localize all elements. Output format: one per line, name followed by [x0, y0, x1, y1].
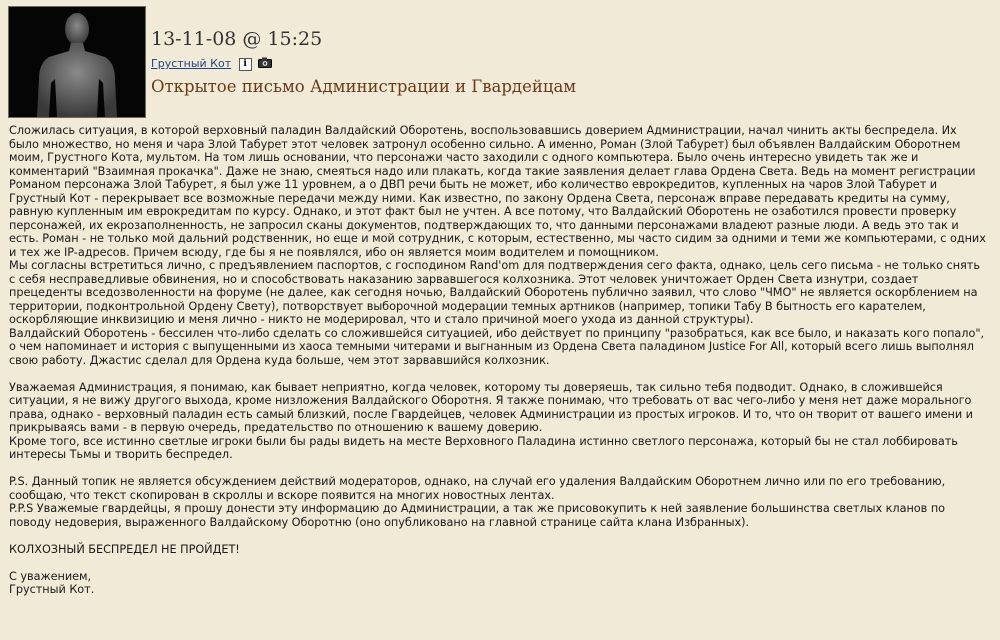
post-title: Открытое письмо Администрации и Гвардейцам: [151, 77, 577, 96]
paragraph: Кроме того, все истинно светлые игроки были бы рады видеть на месте Верховного Паладина истинно светлого персонажа, который бы не стал лоббировать интересы Тьмы и творить беспредел.: [9, 434, 958, 461]
paragraph: P.S. Данный топик не является обсуждением действий модераторов, однако, на случай его удаления Валдайским Оборотнем лично или по его требованию, сообщаю, что текст скопирован в скроллы и вскоре появится на многих новостных лентах.: [9, 475, 946, 502]
avatar[interactable]: [8, 6, 146, 118]
info-icon[interactable]: i: [239, 58, 252, 71]
post-header: [8, 6, 988, 118]
paragraph: P.P.S Уважемые гвардейцы, я прошу донести эту информацию до Администрации, а так же присовокупить к ней заявление большинства светлых кланов по поводу недоверия, выраженного Валдайскому Оборотню (оно опубликовано на главной странице сайта клана Избранных).: [9, 502, 946, 529]
paragraph-gap: [9, 462, 989, 476]
post-body: [9, 124, 989, 597]
signature-name: Грустный Кот.: [9, 583, 95, 596]
paragraph-gap: [9, 367, 989, 381]
paragraph: Валдайский Оборотень - бессилен что-либо сделать со сложившейся ситуацией, ибо действует по принципу "разобраться, как все было, и наказать кого попало", о чем напоминает и история с выпущенными из хаоса темными читерами и выгнанным из Ордена Света паладином Justice For All, который всего лишь выполнял свою работу. Джастис сделал для Ордена куда больше, чем этот зарвавшийся колхозник.: [9, 326, 985, 367]
author-row: [151, 57, 272, 73]
paragraph: Мы согласны встретиться лично, с предъявлением паспортов, с господином Rand'om для подтверждения сего факта, однако, цель сего письма - не только снять с себя несправедливые обвинения, но и способствовать наказанию зарвавшегося колхозника. Этот человек уничтожает Орден Света изнутри, создает прецеденты вседозволенности на форуме (не далее, как сегодня ночью, Валдайский Оборотень публично заявил, что слово "ЧМО" не является оскорблением на территории, подконтрольной Ордену Свету), потворствует выборочной модерации темных артников (например, топики Табу В бытность его карателем, оскорбляющие инквизицию и меня лично - никто не модерировал, что и стало причиной моего ухода из данной структуры).: [9, 259, 980, 326]
paragraph: Сложилась ситуация, в которой верховный паладин Валдайский Оборотень, воспользовавшись доверием Администрации, начал чинить акты беспредела. Их было множество, но меня и чара Злой Табурет этот человек затронул особенно сильно. А именно, Роман (Злой Табурет) был объявлен Валдайским Оборотнем моим, Грустного Кота, мультом. На том лишь основании, что персонажи часто заходили с одного компьютера. Было очень интересно увидеть так же и комментарий "Взаимная прокачка". Даже не знаю, смеяться надо или плакать, когда такие заявления делает глава Ордена Света. Ведь на момент регистрации Романом персонажа Злой Табурет, я был уже 11 уровнем, а о ДВП речи быть не может, ибо количество еврокредитов, купленных на чаров Злой Табурет и Грустный Кот - перекрывает все возможные передачи между ними. Как известно, по закону Ордена Света, персонаж вправе передавать кредиты на сумму, равную купленным им еврокредитам по курсу. Однако, и этот факт был не учтен. А все потому, что Валдайский Оборотень не озаботился провести проверку персонажей, их екрозаполненность, не запросил сканы документов, подтверждающих то, что данными персонажами владеют разные люди. А ведь это так и есть. Роман - не только мой дальний родственник, но еще и мой сотрудник, с которым, естественно, мы часто сидим за одними и теми же компьютерами, с одних и тех же IP-адресов. Причем всюду, где бы я не появлялся, ибо он является моим водителем и помощником.: [9, 124, 986, 259]
author-link[interactable]: Грустный Кот: [151, 57, 232, 70]
camera-icon[interactable]: [258, 57, 272, 71]
paragraph: Уважаемая Администрация, я понимаю, как бывает неприятно, когда человек, которому ты доверяешь, так сильно тебя подводит. Однако, в сложившейся ситуации, я не вижу другого выхода, кроме низложения Валдайского Оборотня. Я также понимаю, что требовать от вас чего-либо у меня нет даже морального права, однако - верховный паладин есть самый близкий, после Гвардейцев, человек Администрации из простых игроков. И то, что он творит от вашего имени и прикрываясь вами - в первую очередь, предательство по отношению к вашему доверию.: [9, 380, 973, 434]
paragraph-gap: [9, 529, 989, 543]
post-date: 13-11-08 @ 15:25: [151, 28, 323, 50]
slogan: КОЛХОЗНЫЙ БЕСПРЕДЕЛ НЕ ПРОЙДЕТ!: [9, 542, 240, 556]
avatar-silhouette-icon: [9, 7, 145, 117]
paragraph-gap: [9, 556, 989, 570]
signature-greeting: С уважением,: [9, 569, 92, 583]
